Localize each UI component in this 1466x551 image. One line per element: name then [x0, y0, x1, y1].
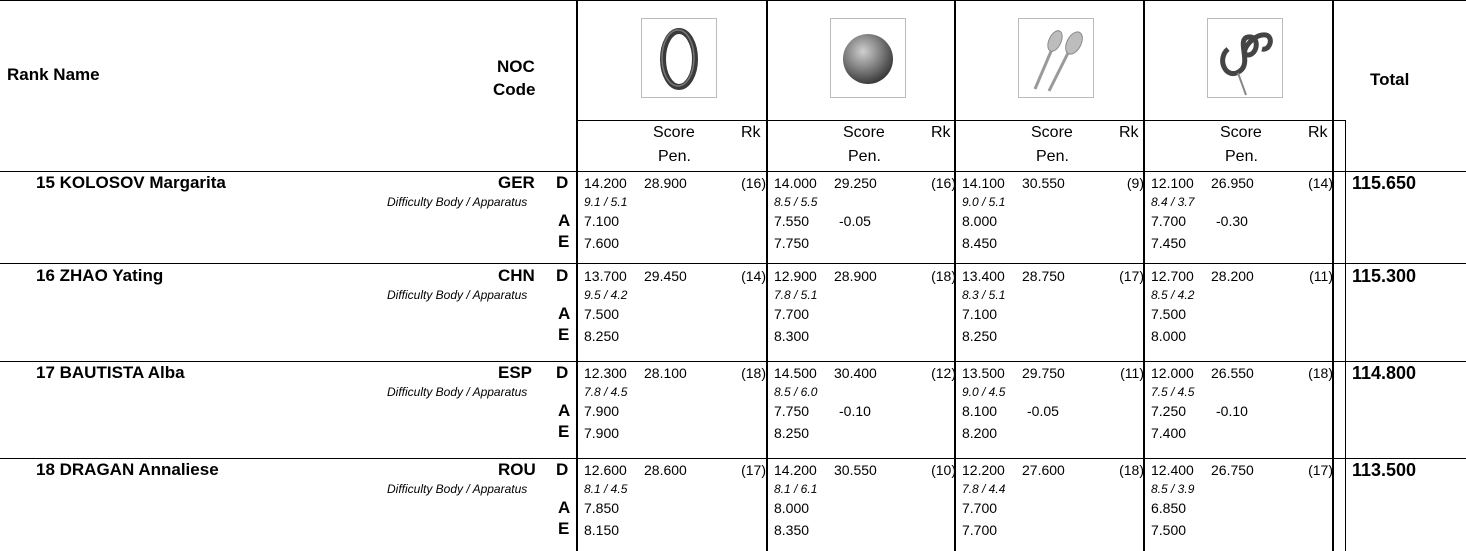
apparatus-rank: (12) — [931, 365, 956, 381]
score-header: Score — [1220, 124, 1262, 141]
pen-header: Pen. — [848, 148, 881, 165]
a-score: 7.250 — [1151, 403, 1187, 419]
a-score: 7.900 — [584, 403, 620, 419]
d-score: 12.000 — [1151, 365, 1194, 381]
label-d: D — [556, 363, 569, 382]
noc-code: GER — [498, 173, 535, 192]
label-e: E — [558, 422, 570, 441]
difficulty-body-apparatus: 7.8 / 4.5 — [584, 385, 628, 399]
apparatus-rank: (14) — [741, 268, 766, 284]
d-score: 13.700 — [584, 268, 627, 284]
noc-code: CHN — [498, 266, 535, 285]
d-score: 12.900 — [774, 268, 817, 284]
apparatus-rank: (18) — [741, 365, 766, 381]
apparatus-rank: (11) — [1309, 268, 1333, 284]
penalty: -0.05 — [839, 213, 871, 229]
e-score: 8.250 — [774, 425, 810, 441]
apparatus-rank: (18) — [1308, 365, 1333, 381]
total-apparatus-score: 28.200 — [1211, 268, 1254, 284]
e-score: 8.200 — [962, 425, 998, 441]
apparatus-rank: (16) — [741, 175, 766, 191]
vline-total — [1345, 120, 1346, 551]
difficulty-body-apparatus: 9.0 / 4.5 — [962, 385, 1006, 399]
label-e: E — [558, 325, 570, 344]
a-score: 7.850 — [584, 500, 620, 516]
label-difficulty: Difficulty Body / Apparatus — [387, 482, 528, 496]
difficulty-body-apparatus: 8.5 / 6.0 — [774, 385, 818, 399]
e-score: 7.900 — [584, 425, 620, 441]
noc-header-line1: NOC — [497, 57, 535, 76]
e-score: 7.450 — [1151, 235, 1187, 251]
a-score: 8.000 — [962, 213, 998, 229]
difficulty-body-apparatus: 8.5 / 4.2 — [1151, 288, 1195, 302]
total-apparatus-score: 30.400 — [834, 365, 877, 381]
a-score: 7.100 — [962, 306, 998, 322]
hline-row-2 — [0, 361, 1466, 362]
athlete-name: 16 ZHAO Yating — [36, 266, 164, 285]
total-apparatus-score: 30.550 — [834, 462, 877, 478]
d-score: 12.700 — [1151, 268, 1194, 284]
noc-code: ESP — [498, 363, 533, 382]
label-a: A — [558, 211, 571, 230]
label-difficulty: Difficulty Body / Apparatus — [387, 385, 528, 399]
apparatus-rank: (16) — [931, 175, 956, 191]
penalty: -0.30 — [1216, 213, 1248, 229]
apparatus-rank: (10) — [931, 462, 956, 478]
hline-sub — [577, 120, 1346, 121]
e-score: 7.400 — [1151, 425, 1187, 441]
difficulty-body-apparatus: 9.1 / 5.1 — [584, 195, 628, 209]
apparatus-rank: (17) — [1308, 462, 1333, 478]
difficulty-body-apparatus: 8.5 / 3.9 — [1151, 482, 1195, 496]
total-apparatus-score: 29.750 — [1022, 365, 1065, 381]
a-score: 8.100 — [962, 403, 998, 419]
d-score: 12.100 — [1151, 175, 1194, 191]
total-apparatus-score: 28.750 — [1022, 268, 1065, 284]
hoop-icon — [641, 18, 717, 98]
apparatus-rank: (17) — [741, 462, 766, 478]
total-apparatus-score: 28.900 — [644, 175, 687, 191]
label-e: E — [558, 519, 570, 538]
vline-2 — [766, 0, 768, 551]
hline-header-bottom — [0, 171, 1466, 172]
label-a: A — [558, 498, 571, 517]
pen-header: Pen. — [658, 148, 691, 165]
e-score: 8.250 — [962, 328, 998, 344]
a-score: 8.000 — [774, 500, 810, 516]
difficulty-body-apparatus: 8.1 / 4.5 — [584, 482, 628, 496]
label-difficulty: Difficulty Body / Apparatus — [387, 288, 528, 302]
e-score: 8.150 — [584, 522, 620, 538]
athlete-name: 15 KOLOSOV Margarita — [36, 173, 226, 192]
a-score: 6.850 — [1151, 500, 1187, 516]
difficulty-body-apparatus: 7.8 / 5.1 — [774, 288, 818, 302]
d-score: 14.000 — [774, 175, 817, 191]
difficulty-body-apparatus: 8.3 / 5.1 — [962, 288, 1006, 302]
vline-1 — [576, 0, 578, 551]
e-score: 7.700 — [962, 522, 998, 538]
difficulty-body-apparatus: 7.5 / 4.5 — [1151, 385, 1195, 399]
e-score: 8.350 — [774, 522, 810, 538]
apparatus-rank: (11) — [1120, 365, 1144, 381]
d-score: 14.200 — [774, 462, 817, 478]
e-score: 8.250 — [584, 328, 620, 344]
noc-header-line2: Code — [493, 80, 536, 99]
clubs-icon — [1018, 18, 1094, 98]
apparatus-rank: (18) — [1119, 462, 1144, 478]
e-score: 8.450 — [962, 235, 998, 251]
total-score: 114.800 — [1352, 363, 1417, 383]
apparatus-rank: (17) — [1119, 268, 1144, 284]
label-d: D — [556, 266, 569, 285]
a-score: 7.550 — [774, 213, 810, 229]
label-d: D — [556, 173, 569, 192]
pen-header: Pen. — [1225, 148, 1258, 165]
score-header: Score — [653, 124, 695, 141]
e-score: 8.000 — [1151, 328, 1187, 344]
d-score: 12.600 — [584, 462, 627, 478]
rk-header: Rk — [741, 124, 761, 141]
rk-header: Rk — [1308, 124, 1328, 141]
d-score: 12.400 — [1151, 462, 1194, 478]
a-score: 7.100 — [584, 213, 620, 229]
total-apparatus-score: 26.550 — [1211, 365, 1254, 381]
difficulty-body-apparatus: 8.4 / 3.7 — [1151, 195, 1195, 209]
d-score: 14.200 — [584, 175, 627, 191]
total-apparatus-score: 26.750 — [1211, 462, 1254, 478]
label-a: A — [558, 304, 571, 323]
difficulty-body-apparatus: 7.8 / 4.4 — [962, 482, 1006, 496]
a-score: 7.500 — [1151, 306, 1187, 322]
total-header: Total — [1370, 70, 1410, 89]
label-difficulty: Difficulty Body / Apparatus — [387, 195, 528, 209]
e-score: 7.600 — [584, 235, 620, 251]
rk-header: Rk — [1119, 124, 1139, 141]
a-score: 7.700 — [774, 306, 810, 322]
penalty: -0.10 — [839, 403, 871, 419]
d-score: 13.400 — [962, 268, 1005, 284]
apparatus-rank: (9) — [1126, 175, 1144, 191]
penalty: -0.05 — [1027, 403, 1059, 419]
total-apparatus-score: 28.900 — [834, 268, 877, 284]
score-header: Score — [843, 124, 885, 141]
difficulty-body-apparatus: 8.1 / 6.1 — [774, 482, 818, 496]
difficulty-body-apparatus: 8.5 / 5.5 — [774, 195, 818, 209]
total-apparatus-score: 27.600 — [1022, 462, 1065, 478]
athlete-name: 17 BAUTISTA Alba — [36, 363, 185, 382]
hline-top — [0, 0, 1466, 1]
hline-row-3 — [0, 458, 1466, 459]
ball-icon — [830, 18, 906, 98]
total-apparatus-score: 28.600 — [644, 462, 687, 478]
total-apparatus-score: 30.550 — [1022, 175, 1065, 191]
total-score: 115.650 — [1352, 173, 1417, 193]
rk-header: Rk — [931, 124, 951, 141]
apparatus-rank: (18) — [931, 268, 956, 284]
total-apparatus-score: 28.100 — [644, 365, 687, 381]
total-apparatus-score: 26.950 — [1211, 175, 1254, 191]
d-score: 13.500 — [962, 365, 1005, 381]
d-score: 12.200 — [962, 462, 1005, 478]
difficulty-body-apparatus: 9.0 / 5.1 — [962, 195, 1006, 209]
pen-header: Pen. — [1036, 148, 1069, 165]
total-score: 115.300 — [1352, 266, 1417, 286]
label-d: D — [556, 460, 569, 479]
a-score: 7.700 — [1151, 213, 1187, 229]
label-e: E — [558, 232, 570, 251]
hline-row-1 — [0, 263, 1466, 264]
total-score: 113.500 — [1352, 460, 1417, 480]
ribbon-icon — [1207, 18, 1283, 98]
e-score: 8.300 — [774, 328, 810, 344]
e-score: 7.500 — [1151, 522, 1187, 538]
a-score: 7.700 — [962, 500, 998, 516]
total-apparatus-score: 29.250 — [834, 175, 877, 191]
d-score: 14.500 — [774, 365, 817, 381]
rank-name-header: Rank Name — [7, 65, 100, 84]
d-score: 12.300 — [584, 365, 627, 381]
a-score: 7.750 — [774, 403, 810, 419]
athlete-name: 18 DRAGAN Annaliese — [36, 460, 219, 479]
d-score: 14.100 — [962, 175, 1005, 191]
penalty: -0.10 — [1216, 403, 1248, 419]
e-score: 7.750 — [774, 235, 810, 251]
score-header: Score — [1031, 124, 1073, 141]
apparatus-rank: (14) — [1308, 175, 1333, 191]
noc-code: ROU — [498, 460, 536, 479]
total-apparatus-score: 29.450 — [644, 268, 687, 284]
difficulty-body-apparatus: 9.5 / 4.2 — [584, 288, 628, 302]
label-a: A — [558, 401, 571, 420]
a-score: 7.500 — [584, 306, 620, 322]
